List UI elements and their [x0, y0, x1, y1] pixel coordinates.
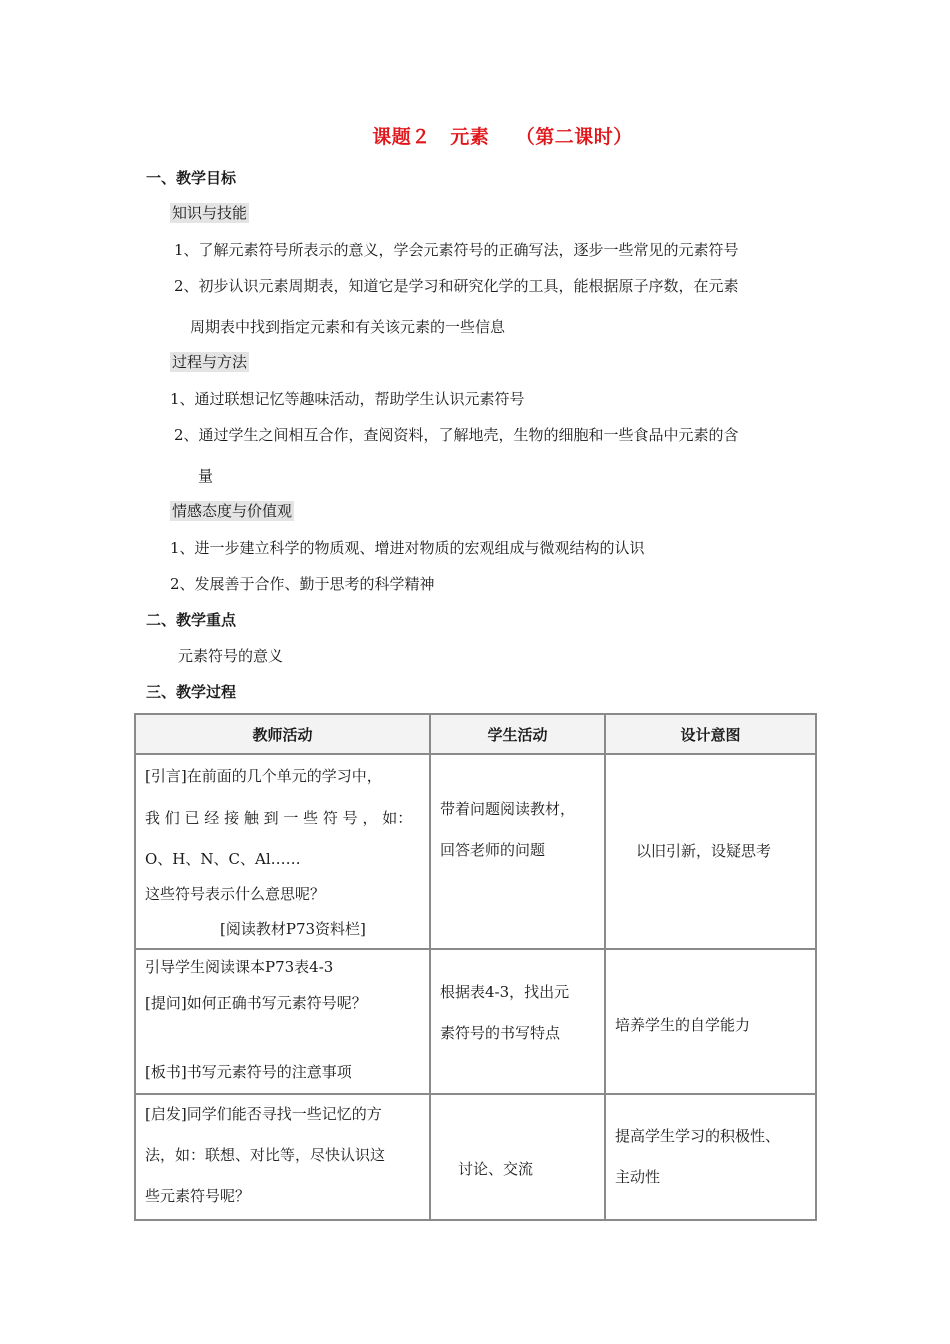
intent-line: 提高学生学习的积极性、: [615, 1127, 781, 1145]
process-main-heading: 三、教学过程: [146, 683, 237, 701]
page-title: 课题２ 元素 （第二课时）: [372, 126, 633, 148]
student-line: 根据表4-3，找出元: [440, 983, 570, 1001]
intent-line: 培养学生的自学能力: [615, 1016, 751, 1034]
teacher-line: 法，如：联想、对比等，尽快认识这: [145, 1146, 386, 1164]
teacher-line: 我 们 已 经 接 触 到 一 些 符 号 ， 如：: [145, 809, 413, 827]
intent-line: 以旧引新，设疑思考: [636, 842, 772, 860]
teacher-line: [提问]如何正确书写元素符号呢？: [145, 994, 367, 1012]
teacher-line: [启发]同学们能否寻找一些记忆的方: [145, 1105, 382, 1123]
teacher-line: [阅读教材P73资料栏]: [220, 920, 366, 938]
student-cell: [430, 1094, 605, 1220]
knowledge-subheading: 知识与技能: [172, 204, 248, 222]
teacher-line: [引言]在前面的几个单元的学习中，: [145, 767, 382, 785]
teacher-cell: [135, 949, 430, 1094]
attitude-subheading: 情感态度与价值观: [172, 502, 293, 520]
focus-heading: 二、教学重点: [146, 611, 237, 629]
header-student-activity: 学生活动: [430, 714, 605, 754]
teacher-line: 些元素符号呢？: [145, 1187, 251, 1205]
student-line: 回答老师的问题: [440, 841, 546, 859]
knowledge-item: 1、了解元素符号所表示的意义，学会元素符号的正确写法，逐步一些常见的元素符号: [174, 241, 739, 259]
student-line: 讨论、交流: [458, 1160, 534, 1178]
table-row: [135, 949, 816, 1094]
teacher-line: [板书]书写元素符号的注意事项: [145, 1063, 352, 1081]
table-row: [135, 754, 816, 949]
table-header-row: [135, 714, 816, 754]
student-line: 素符号的书写特点: [440, 1024, 561, 1042]
process-item: 1、通过联想记忆等趣味活动，帮助学生认识元素符号: [170, 390, 525, 408]
header-teacher-activity: 教师活动: [135, 714, 430, 754]
goals-heading: 一、教学目标: [146, 169, 237, 187]
teaching-process-table: [134, 713, 817, 1221]
teacher-line: 引导学生阅读课本P73表4-3: [145, 958, 334, 976]
process-item-continued: 量: [198, 467, 214, 485]
intent-line: 主动性: [615, 1168, 661, 1186]
student-cell: [430, 949, 605, 1094]
attitude-item: 1、进一步建立科学的物质观、增进对物质的宏观组成与微观结构的认识: [170, 539, 645, 557]
teacher-line: 这些符号表示什么意思呢？: [145, 885, 326, 903]
knowledge-item-continued: 周期表中找到指定元素和有关该元素的一些信息: [190, 318, 506, 336]
intent-cell: [605, 1094, 816, 1220]
focus-text: 元素符号的意义: [178, 647, 284, 665]
table-row: [135, 1094, 816, 1220]
intent-cell: [605, 949, 816, 1094]
knowledge-item: 2、初步认识元素周期表，知道它是学习和研究化学的工具，能根据原子序数，在元素: [174, 277, 739, 295]
student-line: 带着问题阅读教材，: [440, 800, 576, 818]
intent-cell: [605, 754, 816, 949]
header-design-intent: 设计意图: [605, 714, 816, 754]
attitude-item: 2、发展善于合作、勤于思考的科学精神: [170, 575, 435, 593]
process-item: 2、通过学生之间相互合作，查阅资料，了解地壳，生物的细胞和一些食品中元素的含: [174, 426, 739, 444]
student-cell: [430, 754, 605, 949]
teacher-cell: [135, 1094, 430, 1220]
process-subheading: 过程与方法: [172, 353, 248, 371]
teacher-line: O、H、N、C、Al……: [145, 850, 301, 868]
teacher-cell: [135, 754, 430, 949]
